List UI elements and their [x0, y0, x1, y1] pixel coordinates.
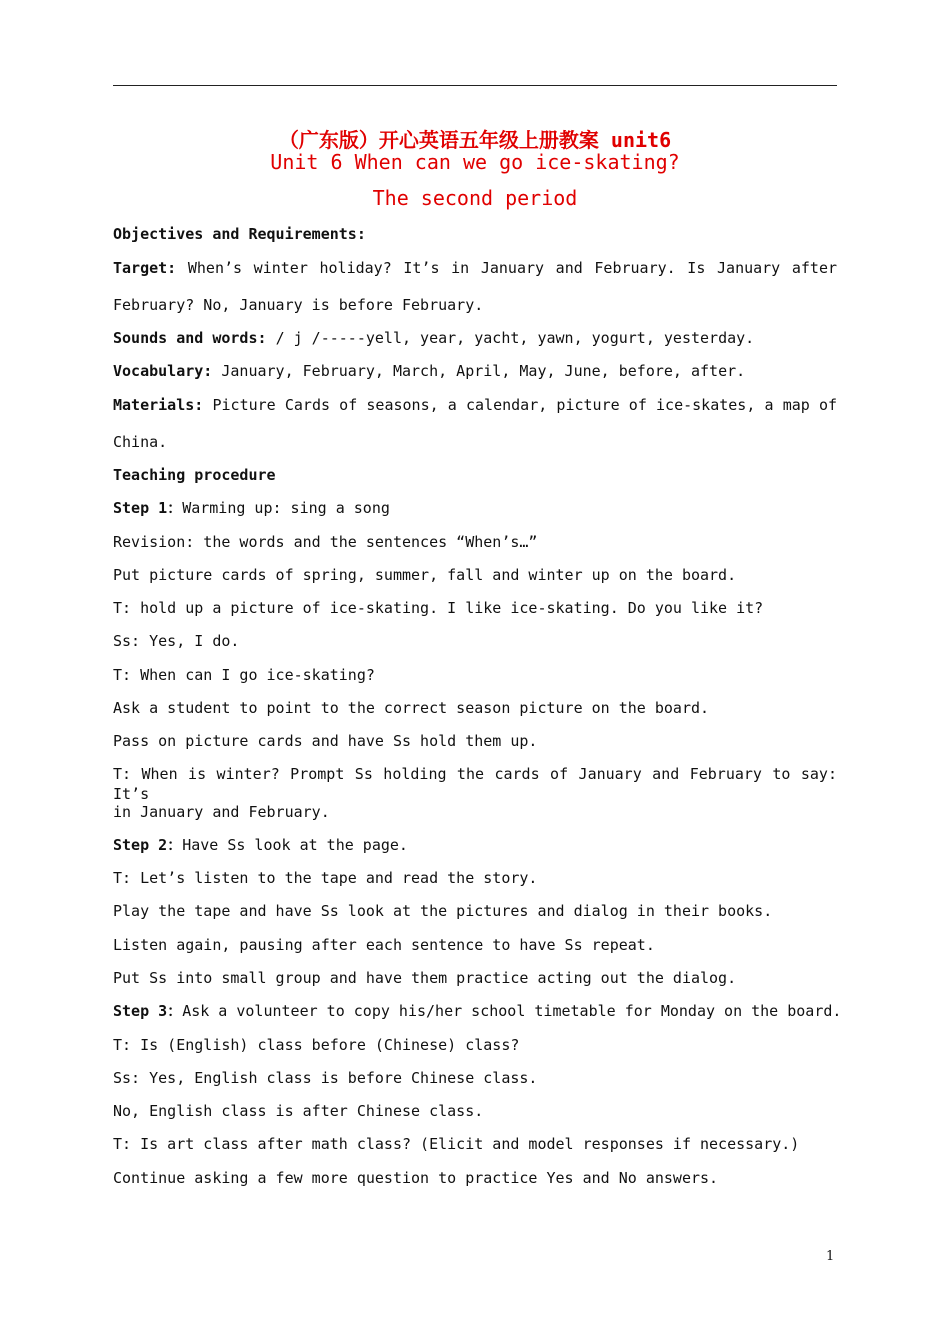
- step2-text: Have Ss look at the page.: [182, 836, 408, 854]
- procedure-line: Revision: the words and the sentences “When’s…”: [113, 533, 538, 551]
- materials-text-1: Picture Cards of seasons, a calendar, picture of ice-skates, a map of: [212, 396, 838, 414]
- materials-label: Materials:: [113, 396, 204, 414]
- step3-line: [113, 1001, 842, 1021]
- vocab-text: January, February, March, April, May, June, before, after.: [221, 362, 746, 380]
- header-rule: [113, 85, 837, 86]
- procedure-line: T: hold up a picture of ice-skating. I like ice-skating. Do you like it?: [113, 599, 764, 617]
- objectives-heading: Objectives and Requirements:: [113, 225, 366, 243]
- procedure-line: T: Is art class after math class? (Elicit and model responses if necessary.): [113, 1135, 800, 1153]
- procedure-line: Put Ss into small group and have them practice acting out the dialog.: [113, 969, 737, 987]
- target-line-1: [113, 258, 837, 278]
- sounds-text: / j /-----yell, year, yacht, yawn, yogurt, yesterday.: [275, 329, 755, 347]
- step1-text: Warming up: sing a song: [182, 499, 390, 517]
- procedure-line: Ss: Yes, English class is before Chinese class.: [113, 1069, 538, 1087]
- procedure-line: T: Let’s listen to the tape and read the story.: [113, 869, 538, 887]
- procedure-line: Ss: Yes, I do.: [113, 632, 240, 650]
- procedure-line: T: Is (English) class before (Chinese) class?: [113, 1036, 520, 1054]
- title-chinese: （广东版）开心英语五年级上册教案 unit6: [278, 128, 672, 152]
- sounds-line: [113, 328, 837, 348]
- page-number: 1: [826, 1249, 835, 1264]
- step2-label: Step 2：: [113, 836, 183, 854]
- vocab-line: [113, 361, 837, 381]
- procedure-line: Play the tape and have Ss look at the pictures and dialog in their books.: [113, 902, 773, 920]
- step3-text: Ask a volunteer to copy his/her school timetable for Monday on the board.: [182, 1002, 842, 1020]
- title-unit: Unit 6 When can we go ice-skating?: [270, 150, 680, 174]
- winter-line-2: in January and February.: [113, 803, 330, 821]
- target-text-1: When’s winter holiday? It’s in January and February. Is January after: [187, 259, 838, 277]
- step1-label: Step 1：: [113, 499, 183, 517]
- procedure-line: Ask a student to point to the correct season picture on the board.: [113, 699, 710, 717]
- target-text-2: February? No, January is before February.: [113, 296, 484, 314]
- procedure-line: Pass on picture cards and have Ss hold them up.: [113, 732, 538, 750]
- step3-label: Step 3：: [113, 1002, 183, 1020]
- procedure-line: Listen again, pausing after each sentence to have Ss repeat.: [113, 936, 655, 954]
- vocab-label: Vocabulary:: [113, 362, 213, 380]
- materials-line-1: [113, 395, 837, 415]
- procedure-line: No, English class is after Chinese class.: [113, 1102, 484, 1120]
- procedure-line: T: When can I go ice-skating?: [113, 666, 375, 684]
- step2-line: [113, 835, 837, 855]
- materials-text-2: China.: [113, 433, 168, 451]
- target-label: Target:: [113, 259, 177, 277]
- sounds-label: Sounds and words:: [113, 329, 267, 347]
- winter-line-1: T: When is winter? Prompt Ss holding the cards of January and February to say: It’s: [113, 765, 837, 803]
- step1-line: [113, 498, 837, 518]
- procedure-line: Put picture cards of spring, summer, fall and winter up on the board.: [113, 566, 737, 584]
- procedure-heading: Teaching procedure: [113, 466, 276, 484]
- title-period: The second period: [372, 186, 578, 210]
- procedure-line: Continue asking a few more question to practice Yes and No answers.: [113, 1169, 719, 1187]
